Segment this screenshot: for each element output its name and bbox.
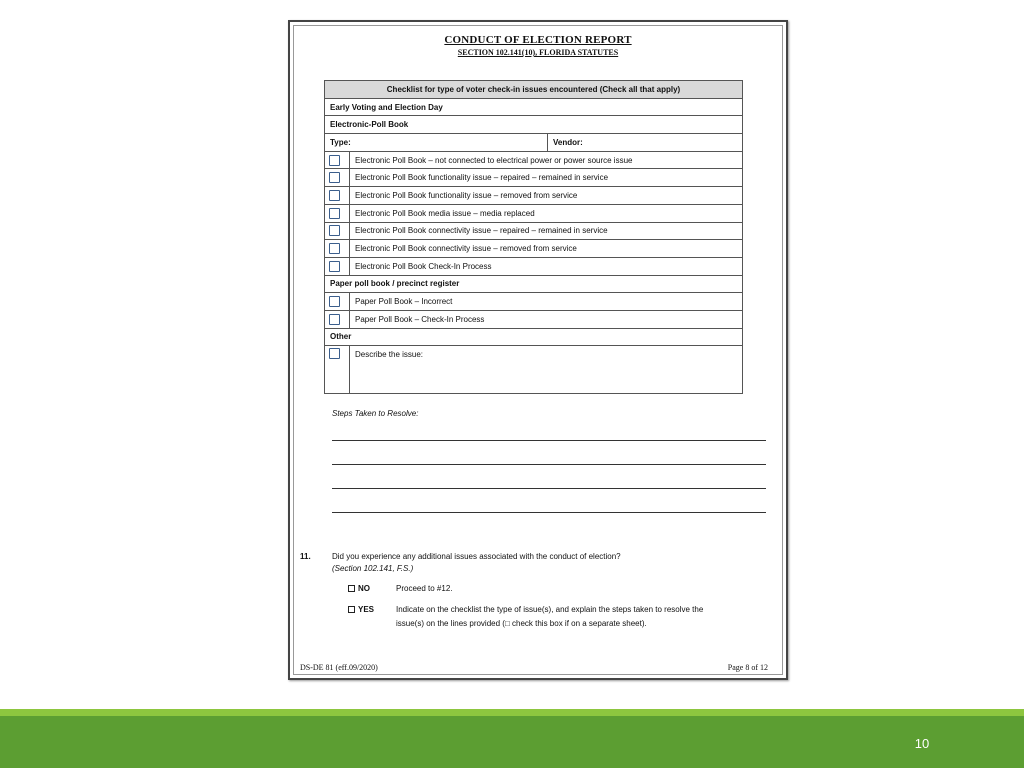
checkbox[interactable] (329, 314, 340, 325)
section-row (325, 328, 743, 346)
checklist-item-label: Paper Poll Book – Check-In Process (350, 310, 743, 328)
checklist-item-label: Electronic Poll Book functionality issue – repaired – remained in service (350, 169, 743, 187)
checklist-header-row (325, 81, 743, 99)
option-no[interactable] (348, 584, 370, 593)
checklist-row (325, 346, 743, 394)
checklist-item-label: Electronic Poll Book connectivity issue – repaired – remained in service (350, 222, 743, 240)
checkbox[interactable] (329, 348, 340, 359)
checklist-row (325, 169, 743, 187)
slide-number: 10 (914, 736, 930, 751)
checkbox-cell (325, 187, 350, 205)
checklist-header: Checklist for type of voter check-in issues encountered (Check all that apply) (325, 81, 743, 99)
footer-band (0, 716, 1024, 768)
checklist-item-label: Electronic Poll Book Check-In Process (350, 257, 743, 275)
checkbox-yes[interactable] (348, 606, 355, 613)
steps-line[interactable] (332, 488, 766, 489)
checkbox-no[interactable] (348, 585, 355, 592)
checklist-item-label: Electronic Poll Book functionality issue – removed from service (350, 187, 743, 205)
footer-accent-band (0, 709, 1024, 716)
section-row (325, 98, 743, 116)
steps-line[interactable] (332, 512, 766, 513)
checkbox-cell (325, 151, 350, 169)
page-indicator: Page 8 of 12 (727, 663, 768, 672)
checkbox-cell (325, 293, 350, 311)
option-yes-text-line1: Indicate on the checklist the type of issue(s), and explain the steps taken to resolve the (396, 605, 704, 614)
option-yes-label: YES (358, 605, 375, 614)
checklist-row (325, 187, 743, 205)
option-no-text: Proceed to #12. (396, 584, 453, 593)
question-number: 11. (300, 552, 311, 561)
checklist-table (324, 80, 743, 394)
checkbox-cell (325, 346, 350, 394)
option-yes-text-line2: issue(s) on the lines provided (□ check this box if on a separate sheet). (396, 619, 647, 628)
section-row (325, 116, 743, 134)
checklist-item-label: Paper Poll Book – Incorrect (350, 293, 743, 311)
checkbox[interactable] (329, 296, 340, 307)
steps-line[interactable] (332, 464, 766, 465)
checkbox-cell (325, 222, 350, 240)
form-id: DS-DE 81 (eff.09/2020) (300, 663, 378, 672)
steps-line[interactable] (332, 440, 766, 441)
checklist-item-label: Electronic Poll Book – not connected to electrical power or power source issue (350, 151, 743, 169)
describe-issue-field[interactable]: Describe the issue: (350, 346, 743, 394)
section-electronic-poll-book: Electronic-Poll Book (325, 116, 743, 134)
form-title: CONDUCT OF ELECTION REPORT (444, 34, 632, 46)
type-vendor-row (325, 134, 743, 152)
checklist-row (325, 293, 743, 311)
checklist-row (325, 204, 743, 222)
vendor-field[interactable]: Vendor: (548, 134, 743, 152)
form-page (288, 20, 788, 680)
checklist-item-label: Electronic Poll Book connectivity issue – removed from service (350, 240, 743, 258)
checkbox-cell (325, 257, 350, 275)
form-subtitle: SECTION 102.141(10), FLORIDA STATUTES (457, 48, 619, 57)
question-reference: (Section 102.141, F.S.) (332, 564, 414, 573)
checkbox[interactable] (329, 261, 340, 272)
section-row (325, 275, 743, 293)
checkbox-cell (325, 169, 350, 187)
checklist-row (325, 310, 743, 328)
checkbox[interactable] (329, 190, 340, 201)
steps-label: Steps Taken to Resolve: (332, 409, 419, 418)
checkbox[interactable] (329, 172, 340, 183)
checklist-row (325, 257, 743, 275)
checkbox[interactable] (329, 208, 340, 219)
checkbox-cell (325, 310, 350, 328)
checklist-item-label: Electronic Poll Book media issue – media replaced (350, 204, 743, 222)
checkbox-cell (325, 240, 350, 258)
checklist-row (325, 240, 743, 258)
checkbox[interactable] (329, 155, 340, 166)
option-no-label: NO (358, 584, 370, 593)
section-paper-poll-book: Paper poll book / precinct register (325, 275, 743, 293)
section-early-voting: Early Voting and Election Day (325, 98, 743, 116)
section-other: Other (325, 328, 743, 346)
checklist-row (325, 222, 743, 240)
option-yes[interactable] (348, 605, 374, 614)
checkbox[interactable] (329, 243, 340, 254)
checkbox-cell (325, 204, 350, 222)
type-field[interactable]: Type: (325, 134, 548, 152)
checkbox[interactable] (329, 225, 340, 236)
checklist-row (325, 151, 743, 169)
question-text: Did you experience any additional issues associated with the conduct of election? (332, 552, 621, 561)
